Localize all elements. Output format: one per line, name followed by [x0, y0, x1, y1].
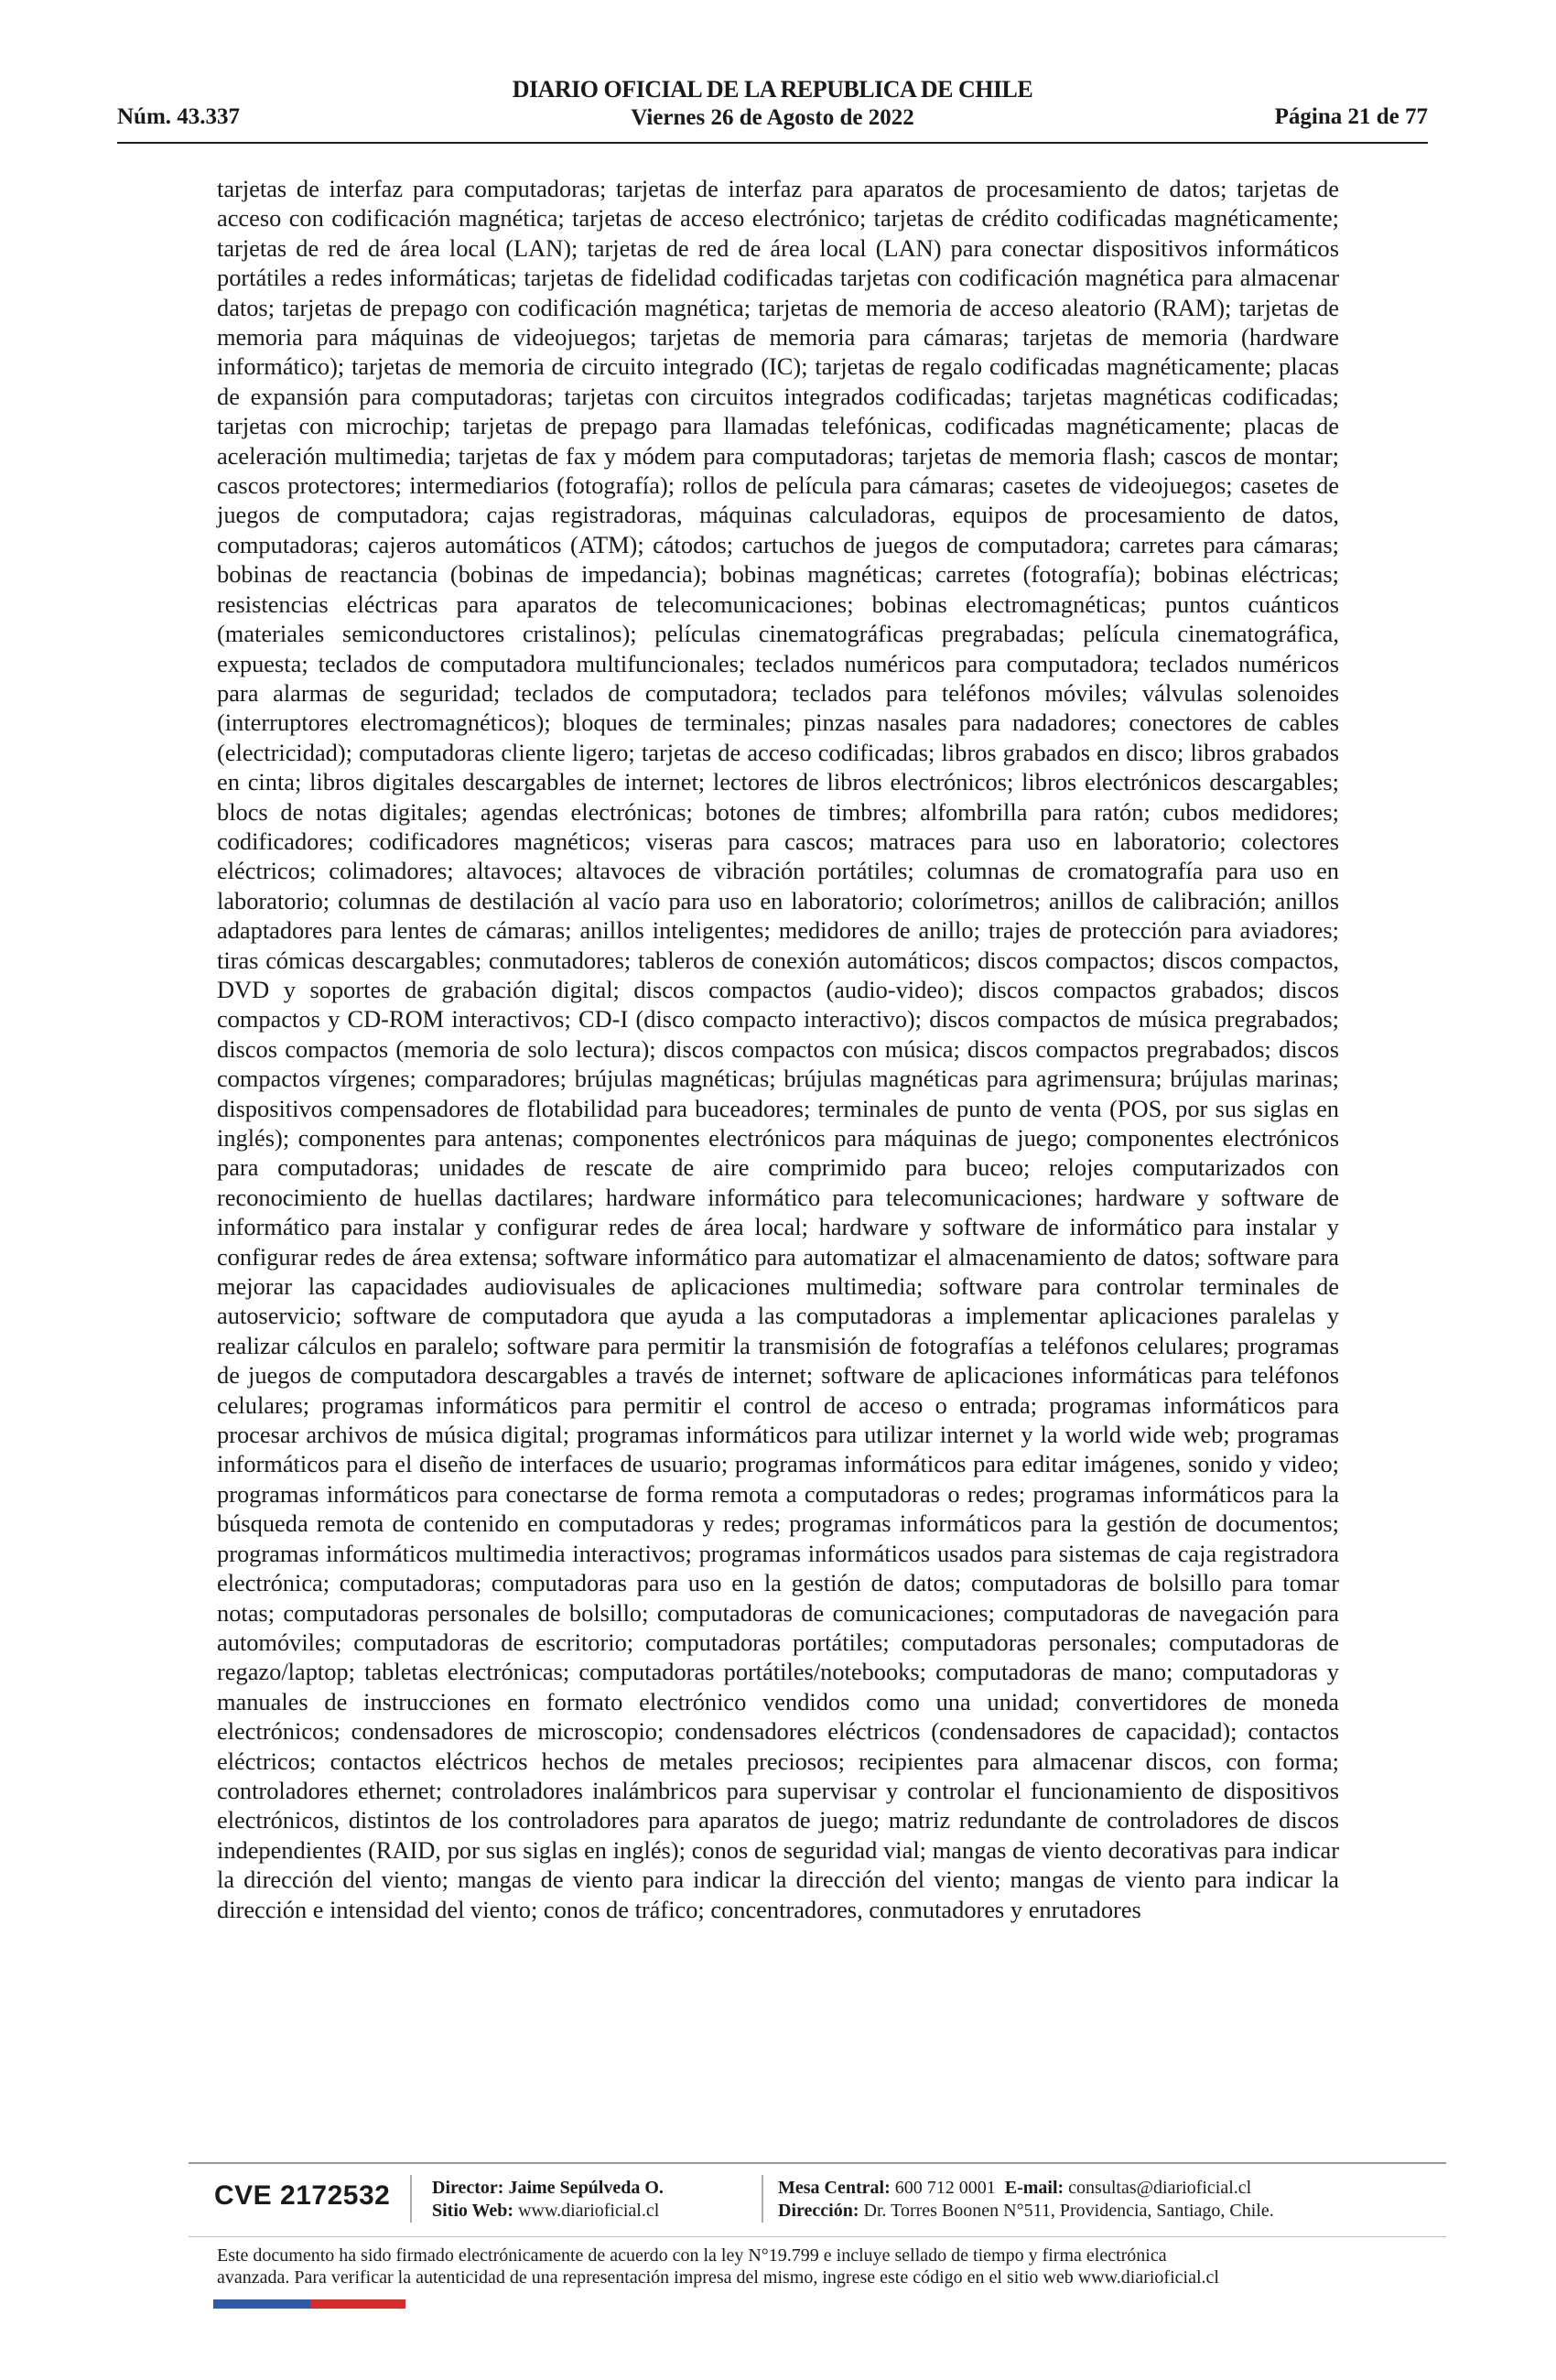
- email-link[interactable]: consultas@diarioficial.cl: [1068, 2178, 1252, 2198]
- publication-title: DIARIO OFICIAL DE LA REPUBLICA DE CHILE: [512, 76, 1033, 103]
- legal-divider: [189, 2236, 1446, 2237]
- issue-number: Núm. 43.337: [117, 104, 241, 129]
- flag-stripe-red: [310, 2299, 405, 2309]
- header-divider: [117, 142, 1428, 144]
- phone-number: 600 712 0001: [894, 2178, 996, 2198]
- director-label: Director:: [432, 2178, 504, 2198]
- footer-contact-block: [778, 2177, 1274, 2223]
- address-text: Dr. Torres Boonen N°511, Providencia, Santiago, Chile.: [863, 2201, 1274, 2221]
- phone-label: Mesa Central:: [778, 2178, 891, 2198]
- page-number: Página 21 de 77: [1274, 104, 1428, 129]
- footer-separator: [410, 2175, 412, 2223]
- cve-code: CVE 2172532: [214, 2180, 391, 2211]
- footer-separator: [762, 2175, 763, 2223]
- flag-stripe-blue: [213, 2299, 310, 2309]
- legal-line-1: Este documento ha sido firmado electrónicamente de acuerdo con la ley N°19.799 e incluye sellado de tiempo y firma electrónica: [217, 2245, 1167, 2266]
- website-link[interactable]: www.diarioficial.cl: [518, 2201, 660, 2221]
- masthead: [117, 75, 1428, 132]
- email-label: E-mail:: [1004, 2178, 1064, 2198]
- footer-director-block: [432, 2177, 664, 2223]
- footer-divider: [189, 2162, 1446, 2164]
- publication-date: Viernes 26 de Agosto de 2022: [631, 105, 914, 130]
- address-label: Dirección:: [778, 2201, 859, 2221]
- body-paragraph: tarjetas de interfaz para computadoras; tarjetas de interfaz para aparatos de procesamiento de datos; tarjetas de acceso con codificación magnética; tarjetas de acceso electrónico; tarjetas de crédito codificadas magnéticamente; tarjetas de red de área local (LAN); tarjetas de red de área local (LAN) para conectar dispositivos informáticos portátiles a redes informáticas; tarjetas de fidelidad codificadas tarjetas con codificación magnética para almacenar datos; tarjetas de prepago con codificación magnética; tarjetas de memoria de acceso aleatorio (RAM); tarjetas de memoria para máquinas de videojuegos; tarjetas de memoria para cámaras; tarjetas de memoria (hardware informático); tarjetas de memoria de circuito integrado (IC); tarjetas de regalo codificadas magnéticamente; placas de expansión para computadoras; tarjetas con circuitos integrados codificadas; tarjetas magnéticas codificadas; tarjetas con microchip; tarjetas de prepago para llamadas telefónicas, codificadas magnéticamente; placas de aceleración multimedia; tarjetas de fax y módem para computadoras; tarjetas de memoria flash; cascos de montar; cascos protectores; intermediarios (fotografía); rollos de película para cámaras; casetes de videojuegos; casetes de juegos de computadora; cajas registradoras, máquinas calculadoras, equipos de procesamiento de datos, computadoras; cajeros automáticos (ATM); cátodos; cartuchos de juegos de computadora; carretes para cámaras; bobinas de reactancia (bobinas de impedancia); bobinas magnéticas; carretes (fotografía); bobinas eléctricas; resistencias eléctricas para aparatos de telecomunicaciones; bobinas electromagnéticas; puntos cuánticos (materiales semiconductores cristalinos); películas cinematográficas pregrabadas; película cinematográfica, expuesta; teclados de computadora multifuncionales; teclados numéricos para computadora; teclados numéricos para alarmas de seguridad; teclados de computadora; teclados para teléfonos móviles; válvulas solenoides (interruptores electromagnéticos); bloques de terminales; pinzas nasales para nadadores; conectores de cables (electricidad); computadoras cliente ligero; tarjetas de acceso codificadas; libros grabados en disco; libros grabados en cinta; libros digitales descargables de internet; lectores de libros electrónicos; libros electrónicos descargables; blocs de notas digitales; agendas electrónicas; botones de timbres; alfombrilla para ratón; cubos medidores; codificadores; codificadores magnéticos; viseras para cascos; matraces para uso en laboratorio; colectores eléctricos; colimadores; altavoces; altavoces de vibración portátiles; columnas de cromatografía para uso en laboratorio; columnas de destilación al vacío para uso en laboratorio; colorímetros; anillos de calibración; anillos adaptadores para lentes de cámaras; anillos inteligentes; medidores de anillo; trajes de protección para aviadores; tiras cómicas descargables; conmutadores; tableros de conexión automáticos; discos compactos; discos compactos, DVD y soportes de grabación digital; discos compactos (audio-video); discos compactos grabados; discos compactos y CD-ROM interactivos; CD-I (disco compacto interactivo); discos compactos de música pregrabados; discos compactos (memoria de solo lectura); discos compactos con música; discos compactos pregrabados; discos compactos vírgenes; comparadores; brújulas magnéticas; brújulas magnéticas para agrimensura; brújulas marinas; dispositivos compensadores de flotabilidad para buceadores; terminales de punto de venta (POS, por sus siglas en inglés); componentes para antenas; componentes electrónicos para máquinas de juego; componentes electrónicos para computadoras; unidades de rescate de aire comprimido para buceo; relojes computarizados con reconocimiento de huellas dactilares; hardware informático para telecomunicaciones; hardware y software de informático para instalar y configurar redes de área local; hardware y software de informático para instalar y configurar redes de área extensa; software informático para automatizar el almacenamiento de datos; software para mejorar las capacidades audiovisuales de aplicaciones multimedia; software para controlar terminales de autoservicio; software de computadora que ayuda a las computadoras a implementar aplicaciones paralelas y realizar cálculos en paralelo; software para permitir la transmisión de fotografías a teléfonos celulares; programas de juegos de computadora descargables a través de internet; software de aplicaciones informáticas para teléfonos celulares; programas informáticos para permitir el control de acceso o entrada; programas informáticos para procesar archivos de música digital; programas informáticos para utilizar internet y la world wide web; programas informáticos para el diseño de interfaces de usuario; programas informáticos para editar imágenes, sonido y video; programas informáticos para conectarse de forma remota a computadoras o redes; programas informáticos para la búsqueda remota de contenido en computadoras y redes; programas informáticos para la gestión de documentos; programas informáticos multimedia interactivos; programas informáticos usados para sistemas de caja registradora electrónica; computadoras; computadoras para uso en la gestión de datos; computadoras de bolsillo para tomar notas; computadoras personales de bolsillo; computadoras de comunicaciones; computadoras de navegación para automóviles; computadoras de escritorio; computadoras portátiles; computadoras personales; computadoras de regazo/laptop; tabletas electrónicas; computadoras portátiles/notebooks; computadoras de mano; computadoras y manuales de instrucciones en formato electrónico vendidos como una unidad; convertidores de moneda electrónicos; condensadores de microscopio; condensadores eléctricos (condensadores de capacidad); contactos eléctricos; contactos eléctricos hechos de metales preciosos; recipientes para almacenar discos, con forma; controladores ethernet; controladores inalámbricos para supervisar y controlar el funcionamiento de dispositivos electrónicos, distintos de los controladores para aparatos de juego; matriz redundante de controladores de discos independientes (RAID, por sus siglas en inglés); conos de seguridad vial; mangas de viento decorativas para indicar la dirección del viento; mangas de viento para indicar la dirección del viento; mangas de viento para indicar la dirección e intensidad del viento; conos de tráfico; concentradores, conmutadores y enrutadores: [217, 175, 1339, 1923]
- director-name: Jaime Sepúlveda O.: [508, 2178, 664, 2198]
- page-header: [117, 75, 1428, 148]
- page-footer: [211, 2175, 1428, 2230]
- website-label: Sitio Web:: [432, 2201, 514, 2221]
- legal-notice: [217, 2245, 1352, 2288]
- legal-line-2: avanzada. Para verificar la autenticidad de una representación impresa del mismo, ingrese este código en el sitio web www.diarioficial.cl: [217, 2267, 1219, 2288]
